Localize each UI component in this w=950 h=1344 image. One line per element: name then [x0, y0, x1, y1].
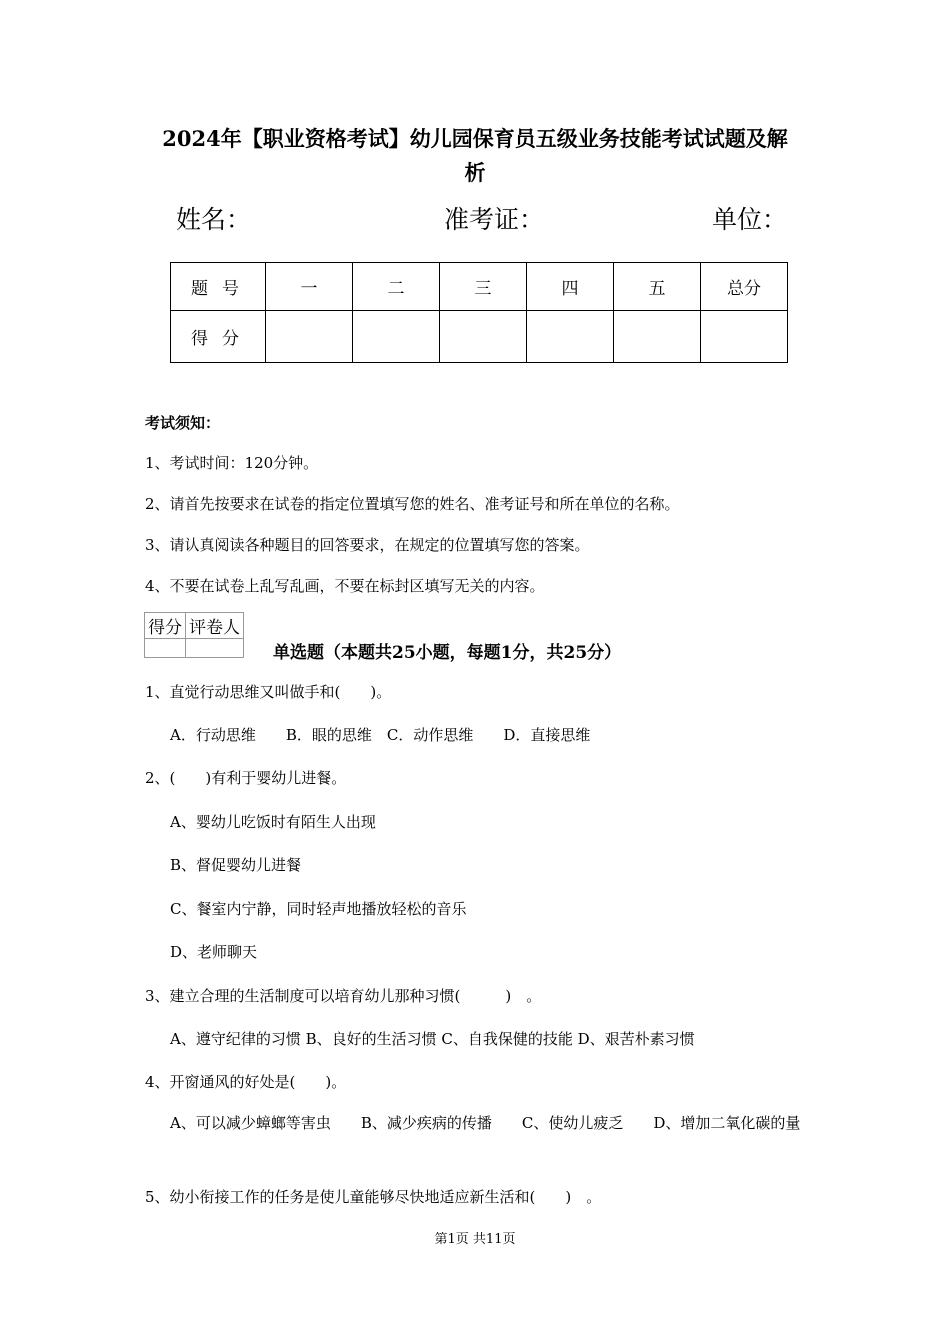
notice-item: 3、请认真阅读各种题目的回答要求，在规定的位置填写您的答案。	[145, 536, 590, 554]
exam-id-field-label[interactable]: 准考证：	[444, 205, 545, 234]
score-input-cell[interactable]	[614, 311, 701, 363]
score-input-cell[interactable]	[266, 311, 353, 363]
question-2-option-c: C、餐室内宁静，同时轻声地播放轻松的音乐	[170, 900, 467, 918]
score-input-cell[interactable]	[353, 311, 440, 363]
notice-item: 1、考试时间：120分钟。	[145, 454, 319, 472]
question-2-option-b: B、督促婴幼儿进餐	[170, 856, 302, 874]
candidate-fields	[0, 200, 950, 240]
grader-box-score-label: 得分	[145, 613, 186, 639]
title-line-2: 析	[464, 160, 486, 185]
score-header-cell: 五	[614, 263, 701, 311]
question-3-options: A、遵守纪律的习惯 B、良好的生活习惯 C、自我保健的技能 D、艰苦朴素习惯	[170, 1030, 695, 1048]
score-header-cell: 一	[266, 263, 353, 311]
question-4-options: A、可以减少蟑螂等害虫 B、减少疾病的传播 C、使幼儿疲乏 D、增加二氧化碳的量	[170, 1114, 801, 1132]
notice-item: 2、请首先按要求在试卷的指定位置填写您的姓名、准考证号和所在单位的名称。	[145, 495, 680, 513]
notice-item: 4、不要在试卷上乱写乱画，不要在标封区填写无关的内容。	[145, 577, 545, 595]
name-field-label[interactable]: 姓名：	[176, 205, 252, 234]
question-1: 1、直觉行动思维又叫做手和( )。	[145, 683, 392, 701]
score-header-cell: 题号	[171, 263, 266, 311]
unit-field-label[interactable]: 单位：	[712, 205, 788, 234]
grader-box-score-cell[interactable]	[145, 639, 186, 658]
document-title	[140, 122, 810, 190]
grader-box	[144, 612, 244, 658]
score-input-cell[interactable]	[701, 311, 788, 363]
question-3: 3、建立合理的生活制度可以培育幼儿那种习惯( ) 。	[145, 987, 542, 1005]
notice-heading: 考试须知：	[145, 414, 221, 432]
question-5: 5、幼小衔接工作的任务是使儿童能够尽快地适应新生活和( ) 。	[145, 1188, 602, 1206]
grader-box-grader-cell[interactable]	[186, 639, 244, 658]
score-input-cell[interactable]	[440, 311, 527, 363]
question-2-option-d: D、老师聊天	[170, 943, 258, 961]
question-1-options: A．行动思维 B．眼的思维 C．动作思维 D．直接思维	[170, 726, 591, 744]
question-4: 4、开窗通风的好处是( )。	[145, 1073, 347, 1091]
score-header-cell: 二	[353, 263, 440, 311]
question-2: 2、( )有利于婴幼儿进餐。	[145, 769, 347, 787]
section-title: 单选题（本题共25小题，每题1分，共25分）	[273, 643, 622, 663]
page-footer: 第1页 共11页	[434, 1232, 516, 1247]
question-2-option-a: A、婴幼儿吃饭时有陌生人出现	[170, 813, 376, 831]
score-table-header-row	[171, 263, 788, 311]
grader-box-grader-label: 评卷人	[186, 613, 244, 639]
score-header-cell: 总分	[701, 263, 788, 311]
score-input-cell[interactable]	[527, 311, 614, 363]
title-line-1: 2024年【职业资格考试】幼儿园保育员五级业务技能考试试题及解	[162, 126, 788, 151]
score-header-cell: 四	[527, 263, 614, 311]
score-header-cell: 三	[440, 263, 527, 311]
score-table-score-row	[171, 311, 788, 363]
score-row-label: 得分	[171, 311, 266, 363]
score-table	[170, 262, 788, 363]
